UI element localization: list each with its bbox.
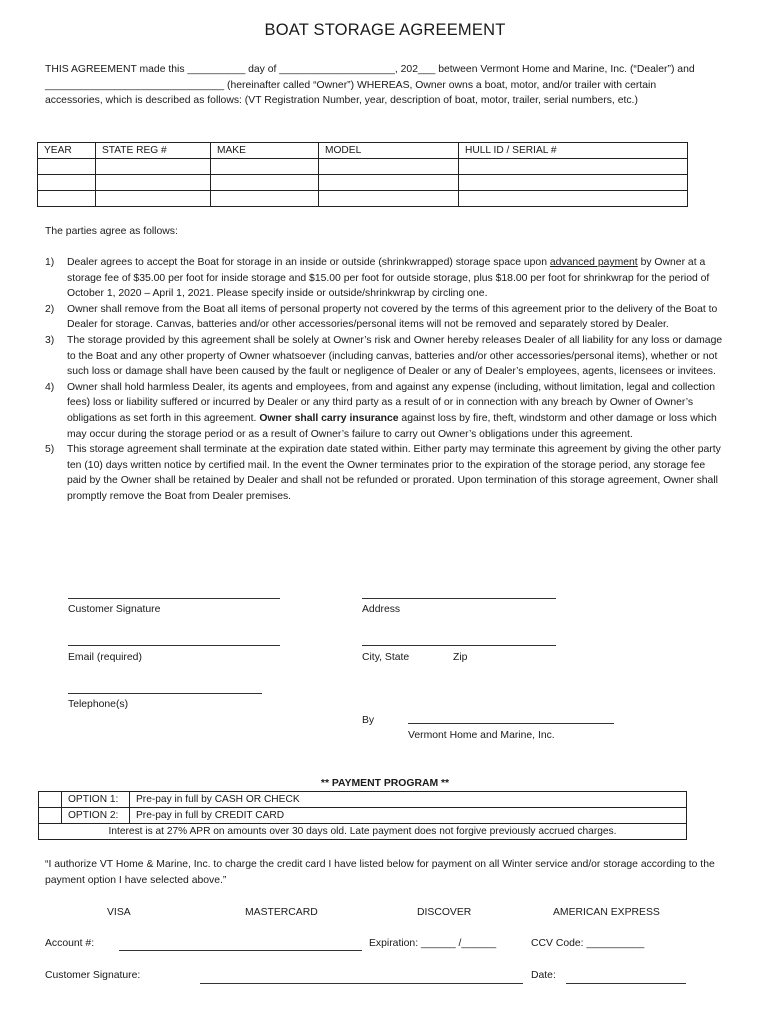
term-number: 5) [45,444,55,456]
address-line[interactable] [362,598,556,599]
customer-signature-label: Customer Signature [68,604,161,615]
cell-state-reg[interactable] [96,191,211,207]
term-number: 1) [45,257,55,268]
term-text: against loss by fire, theft, windstorm and other damage or loss which may occur during the storage period or as a result of Owner’s failure to carry out Owner’s obligations under this agreement. [67,412,717,440]
address-label: Address [362,604,401,615]
email-line[interactable] [68,645,280,646]
term-text: by Owner at a storage fee of $35.00 per foot for inside storage and $15.00 per foot for outside storage, plus $18.00 per foot for shrinkwrap for the period of October 1, 2020 – April 1, 2021. Please specify inside or outside/shrinkwrap by circling one. [67,257,710,300]
telephone-label: Telephone(s) [68,699,129,710]
term-text: The storage provided by this agreement shall be solely at Owner’s risk and Owner hereby releases Dealer of all liability for any loss or damage to the Boat and any other property of Owner whatsoever (including canvas, batteries and/or other accessories/personal items), whether or not such loss or damage shall have been caused by the fault or negligence of Dealer or any of Dealer’s employees, agents, licensees or invitees. [67,334,723,378]
option-1-label: OPTION 1: [62,792,130,808]
cell-hull-id[interactable] [459,159,688,175]
cell-make[interactable] [211,191,319,207]
card-discover[interactable]: DISCOVER [417,907,472,918]
cell-state-reg[interactable] [96,175,211,191]
term-text: Owner shall remove from the Boat all items of personal property not covered by the terms of this agreement prior to the delivery of the Boat to Dealer for storage. Canvas, batteries and/or other accessories/personal items will not be removed and separately stored by Dealer. [67,303,718,331]
cell-model[interactable] [319,175,459,191]
term-4 [45,380,725,442]
agree-intro: The parties agree as follows: [45,226,178,237]
cell-hull-id[interactable] [459,191,688,207]
payment-program-title: ** PAYMENT PROGRAM ** [320,778,450,789]
account-number-line[interactable] [119,950,362,951]
card-authorization-text: “I authorize VT Home & Marine, Inc. to charge the credit card I have listed below for payment on all Winter service and/or storage according to the payment option I have selected above.” [45,859,715,886]
terms-list [45,255,725,505]
cell-model[interactable] [319,159,459,175]
cell-year[interactable] [38,159,96,175]
vessel-table-header-row [38,143,688,159]
header-year: YEAR [38,143,96,159]
customer-signature-line[interactable] [68,598,280,599]
payment-option-1-row[interactable] [39,792,687,808]
term-number: 3) [45,334,55,346]
option-1-checkbox[interactable] [39,792,62,808]
cell-hull-id[interactable] [459,175,688,191]
cell-model[interactable] [319,191,459,207]
term-bold: Owner shall carry insurance [259,412,399,424]
term-number: 4) [45,381,55,393]
term-3 [45,333,725,380]
term-text: Owner shall hold harmless Dealer, its agents and employees, from and against any expense (including, without limitation, legal and collection fees) loss or liability suffered or incurred by Dealer or any third party as a result of or in connection with any breach by Owner of Owner’s obligations as set forth in this agreement. [67,381,716,424]
cell-make[interactable] [211,159,319,175]
term-5 [45,442,725,504]
cell-state-reg[interactable] [96,159,211,175]
ccv-field[interactable]: CCV Code: __________ [531,938,645,949]
term-number: 2) [45,303,55,315]
expiration-field[interactable]: Expiration: ______ /______ [369,938,497,949]
interest-note: Interest is at 27% APR on amounts over 30 days old. Late payment does not forgive previously accrued charges. [39,824,687,840]
cell-year[interactable] [38,175,96,191]
option-2-label: OPTION 2: [62,808,130,824]
payment-option-2-row[interactable] [39,808,687,824]
agreement-intro [45,62,713,109]
date-label: Date: [531,970,556,981]
account-label: Account #: [45,938,95,949]
vessel-table [37,142,688,207]
term-text: This storage agreement shall terminate at the expiration date stated within. Either party may terminate this agreement by giving the other party ten (10) days written notice by certified mail. In the event the Owner terminates prior to the expiration of the storage period, any storage fee paid by the Owner shall be retained by Dealer and shall not be refunded or prorated. Upon termination of this storage agreement, Owner shall promptly remove the Boat from Dealer premises. [67,444,721,502]
telephone-line[interactable] [68,693,262,694]
dealer-signature-line[interactable] [408,723,614,724]
city-state-line[interactable] [362,645,556,646]
term-2 [45,302,725,333]
customer-signature-card-line[interactable] [200,983,523,984]
option-2-text: Pre-pay in full by CREDIT CARD [130,808,687,824]
header-state-reg: STATE REG # [96,143,211,159]
page-title: BOAT STORAGE AGREEMENT [264,21,506,39]
option-2-checkbox[interactable] [39,808,62,824]
intro-paragraph: THIS AGREEMENT made this __________ day of ____________________, 202___ between Vermont Home and Marine, Inc. (“Dealer”) and _______________________________ (hereinafter called “Owner”) WHEREAS, Owner owns a boat, motor, and/or trailer with certain accessories, which is described as follows: (VT Registration Number, year, description of boat, motor, trailer, serial numbers, etc.) [45,64,695,107]
header-model: MODEL [319,143,459,159]
table-row[interactable] [38,175,688,191]
city-state-label: City, State [362,652,410,663]
customer-signature-card-label: Customer Signature: [45,970,141,981]
header-hull-id: HULL ID / SERIAL # [459,143,688,159]
term-1 [45,255,725,302]
term-text: Dealer agrees to accept the Boat for storage in an inside or outside (shrinkwrapped) storage space upon [67,257,550,268]
payment-options-table [38,791,687,840]
card-mastercard[interactable]: MASTERCARD [245,907,318,918]
card-visa[interactable]: VISA [107,907,131,918]
cell-year[interactable] [38,191,96,207]
cell-make[interactable] [211,175,319,191]
header-make: MAKE [211,143,319,159]
table-row[interactable] [38,159,688,175]
dealer-company-name: Vermont Home and Marine, Inc. [408,730,555,741]
zip-label: Zip [453,652,468,663]
date-line[interactable] [566,983,686,984]
by-label: By [362,715,375,726]
table-row[interactable] [38,191,688,207]
interest-note-row [39,824,687,840]
card-amex[interactable]: AMERICAN EXPRESS [553,907,660,918]
option-1-text: Pre-pay in full by CASH OR CHECK [130,792,687,808]
email-label: Email (required) [68,652,142,663]
term-underlined: advanced payment [549,257,638,268]
